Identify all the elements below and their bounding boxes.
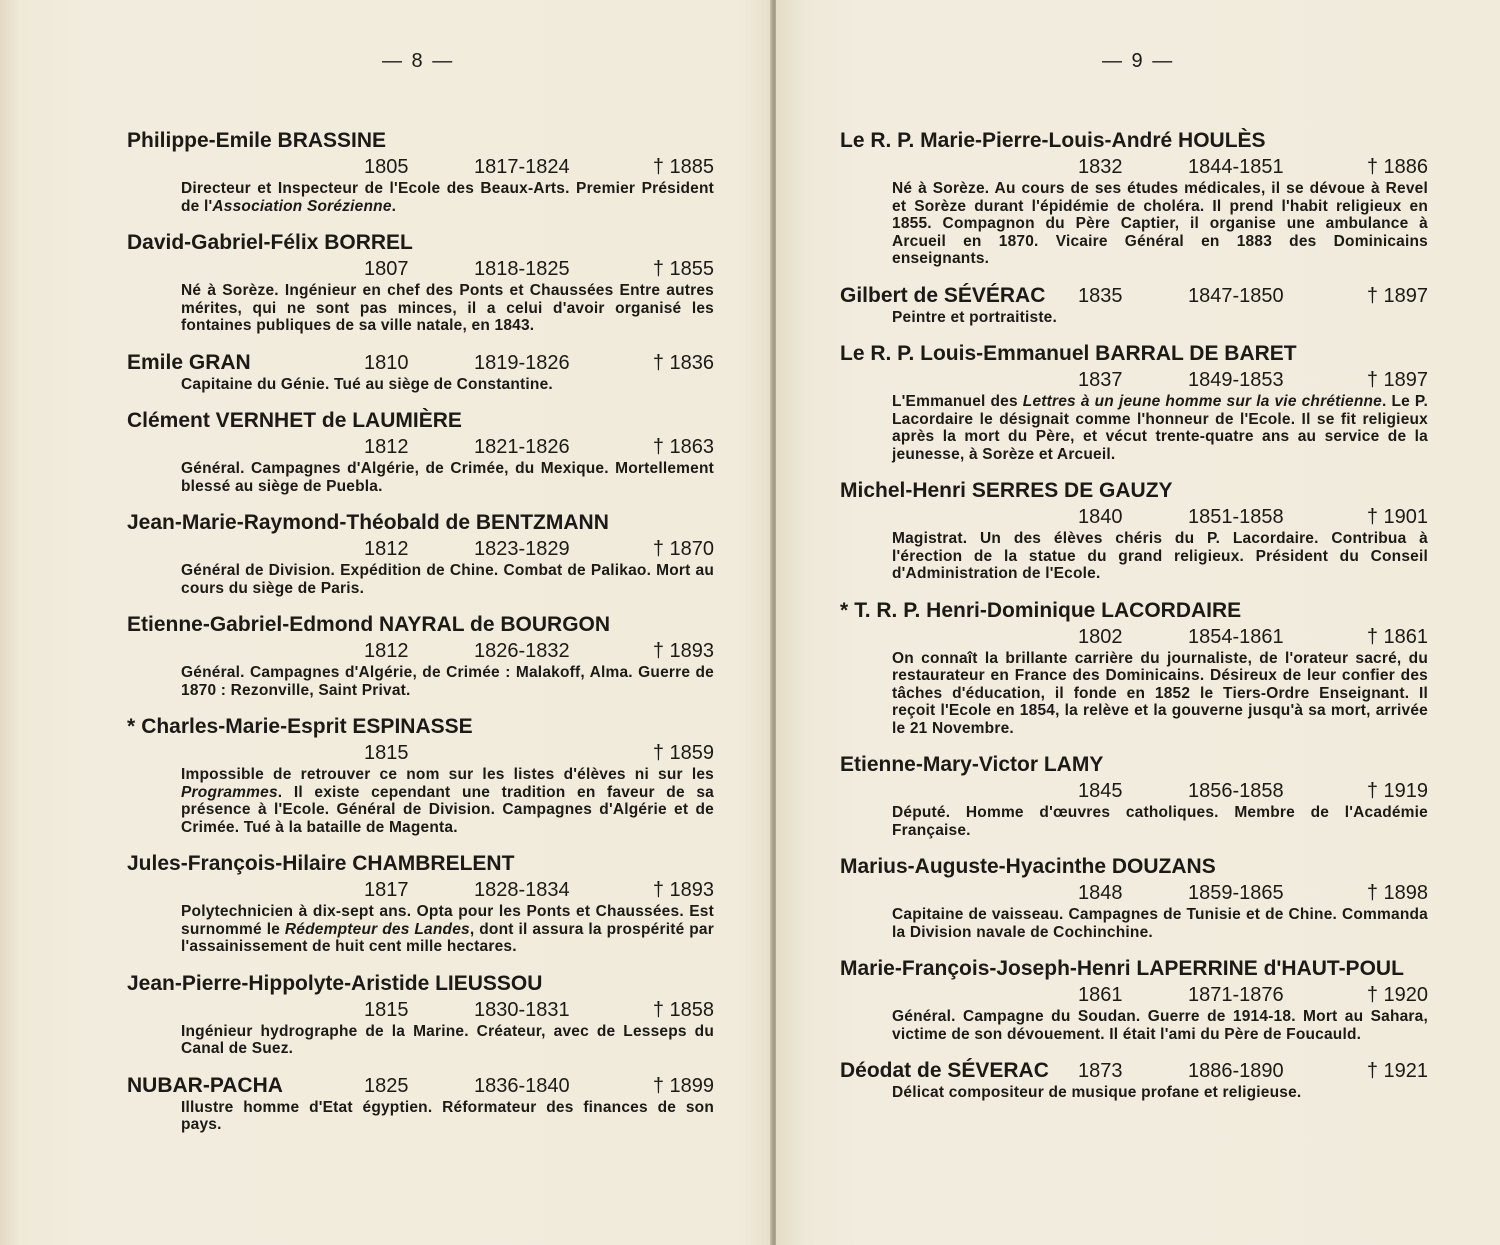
birth-year: 1812 (364, 640, 409, 662)
entry-dates (364, 1073, 714, 1099)
entry-description (892, 1084, 1428, 1102)
death-year: † 1893 (652, 640, 714, 662)
description-text: Polytechnicien à dix-sept ans. Opta pour les Ponts et Chaussées. Est surnommé le (181, 903, 714, 938)
death-year: † 1920 (1366, 984, 1428, 1006)
description-text: Magistrat. Un des élèves chéris du P. Lacordaire. Contribua à l'érection de la statue du grand religieux. Président du Conseil d'Administration de l'Ecole. (892, 530, 1428, 582)
death-year: † 1836 (652, 351, 714, 374)
description-text: Né à Sorèze. Au cours de ses études médicales, il se dévoue à Revel et Sorèze durant l'épidémie de choléra. Il prend l'habit religieux en 1855. Compagnon du Père Captier, il organise une ambulance à Arcueil en 1870. Vicaire Général en 1883 des Dominicains enseignants. (892, 180, 1428, 267)
entry-dates (1078, 283, 1428, 309)
asterisk-marker: * (840, 598, 849, 622)
person-name: T. R. P. Henri-Dominique LACORDAIRE (854, 598, 1242, 622)
birth-year: 1873 (1078, 1060, 1123, 1082)
school-years: 1847-1850 (1188, 284, 1284, 307)
entry-dates (840, 982, 1428, 1008)
description-text: Né à Sorèze. Ingénieur en chef des Ponts et Chaussées Entre autres mérites, qui ne sont pas minces, il a celui d'avoir organisé les fontaines publiques de sa ville natale, en 1843. (181, 282, 714, 334)
biography-entry (840, 598, 1428, 738)
description-text: Ingénieur hydrographe de la Marine. Créateur, avec de Lesseps du Canal de Suez. (181, 1022, 714, 1057)
death-year: † 1870 (652, 538, 714, 560)
death-year: † 1921 (1366, 1060, 1428, 1082)
person-name: David-Gabriel-Félix BORREL (127, 231, 413, 254)
school-years: 1823-1829 (474, 538, 570, 560)
description-text: Capitaine du Génie. Tué au siège de Constantine. (181, 375, 553, 393)
death-year: † 1899 (652, 1074, 714, 1097)
entry-description (181, 903, 714, 956)
person-name: Gilbert de SÉVÉRAC (840, 283, 1046, 307)
entry-header (840, 598, 1428, 624)
death-year: † 1919 (1366, 780, 1428, 802)
school-years: 1821-1826 (474, 436, 570, 458)
entry-dates (127, 434, 714, 460)
person-name: Emile GRAN (127, 350, 251, 374)
description-text: Général. Campagne du Soudan. Guerre de 1914-18. Mort au Sahara, victime de son dévouement. Il était l'ami du Père de Foucauld. (892, 1008, 1428, 1043)
asterisk-marker: * (127, 715, 136, 738)
entry-header (127, 350, 714, 376)
person-name: Marie-François-Joseph-Henri LAPERRINE d'HAUT-POUL (840, 957, 1404, 980)
description-text: . Il existe cependant une tradition en faveur de sa présence à l'Ecole. Général de Division. Campagnes d'Algérie et de Crimée. Tué à la bataille de Magenta. (181, 783, 714, 836)
page-number: — 8 — (382, 50, 455, 72)
biography-entry (127, 971, 714, 1058)
description-text: Délicat compositeur de musique profane et religieuse. (892, 1084, 1302, 1101)
entry-dates (840, 367, 1428, 393)
entry-header (840, 854, 1428, 880)
death-year: † 1898 (1366, 882, 1428, 904)
italic-title: Lettres à un jeune homme sur la vie chrétienne (1022, 393, 1382, 410)
entry-list (840, 128, 1428, 1117)
birth-year: 1861 (1078, 984, 1123, 1006)
entry-description (892, 804, 1428, 839)
biography-entry (840, 283, 1428, 327)
right-page (776, 0, 1500, 1245)
school-years: 1836-1840 (474, 1074, 570, 1097)
entry-header (840, 956, 1428, 982)
entry-description (892, 530, 1428, 583)
birth-year: 1835 (1078, 284, 1123, 307)
italic-title: Rédempteur des Landes (284, 920, 470, 938)
school-years: 1818-1825 (474, 258, 570, 280)
death-year: † 1886 (1366, 156, 1428, 178)
entry-header (840, 1058, 1428, 1084)
birth-year: 1802 (1078, 625, 1123, 648)
person-name: Jules-François-Hilaire CHAMBRELENT (127, 852, 515, 875)
description-text: Député. Homme d'œuvres catholiques. Membre de l'Académie Française. (892, 804, 1428, 839)
biography-entry (840, 752, 1428, 839)
school-years: 1817-1824 (474, 156, 570, 178)
death-year: † 1897 (1366, 369, 1428, 391)
entry-description (181, 664, 714, 699)
description-text: Peintre et portraitiste. (892, 308, 1058, 326)
birth-year: 1812 (364, 436, 409, 458)
person-name: Jean-Pierre-Hippolyte-Aristide LIEUSSOU (127, 971, 543, 995)
biography-entry (127, 1073, 714, 1134)
description-text: Impossible de retrouver ce nom sur les listes d'élèves ni sur les (181, 766, 714, 783)
description-text: Général. Campagnes d'Algérie, de Crimée : Malakoff, Alma. Guerre de 1870 : Rezonville, Saint Privat. (181, 664, 714, 699)
entry-description (181, 766, 714, 836)
entry-description (181, 562, 714, 597)
person-name: Jean-Marie-Raymond-Théobald de BENTZMANN (127, 511, 609, 534)
italic-title: Association Sorézienne (212, 197, 392, 215)
entry-description (892, 309, 1428, 327)
school-years: 1828-1834 (474, 879, 570, 901)
page-number: — 9 — (1102, 50, 1175, 72)
biography-entry (127, 230, 714, 335)
biography-entry (840, 341, 1428, 463)
biography-entry (840, 956, 1428, 1043)
description-text: Général. Campagnes d'Algérie, de Crimée, du Mexique. Mortellement blessé au siège de Puebla. (181, 460, 714, 495)
birth-year: 1840 (1078, 506, 1123, 528)
birth-year: 1845 (1078, 780, 1123, 802)
death-year: † 1855 (652, 258, 714, 280)
school-years (474, 740, 624, 766)
description-text: Général de Division. Expédition de Chine. Combat de Palikao. Mort au cours du siège de Paris. (181, 562, 714, 597)
biography-entry (127, 510, 714, 597)
person-name: Clément VERNHET de LAUMIÈRE (127, 409, 462, 432)
school-years: 1886-1890 (1188, 1060, 1284, 1082)
person-name: Michel-Henri SERRES DE GAUZY (840, 479, 1173, 502)
entry-list (127, 128, 714, 1149)
entry-description (181, 180, 714, 215)
biography-entry (840, 128, 1428, 268)
birth-year: 1848 (1078, 882, 1123, 904)
entry-description (892, 906, 1428, 941)
school-years: 1859-1865 (1188, 882, 1284, 904)
description-text: Capitaine de vaisseau. Campagnes de Tunisie et de Chine. Commanda la Division navale de Cochinchine. (892, 906, 1428, 941)
biography-entry (127, 350, 714, 394)
entry-dates (127, 740, 714, 766)
entry-dates (364, 350, 714, 376)
biography-entry (127, 714, 714, 836)
entry-dates (127, 256, 714, 282)
entry-description (892, 1008, 1428, 1043)
entry-description (181, 1023, 714, 1058)
entry-header (127, 971, 714, 997)
school-years: 1830-1831 (474, 998, 570, 1021)
biography-entry (840, 854, 1428, 941)
entry-description (892, 650, 1428, 738)
death-year: † 1863 (652, 436, 714, 458)
death-year: † 1859 (652, 742, 714, 764)
entry-dates (840, 624, 1428, 650)
entry-dates (840, 504, 1428, 530)
description-text: L'Emmanuel des (892, 393, 1023, 410)
death-year: † 1861 (1366, 625, 1428, 648)
birth-year: 1815 (364, 742, 409, 764)
entry-dates (127, 638, 714, 664)
entry-header (127, 1073, 714, 1099)
birth-year: 1815 (364, 998, 409, 1021)
entry-header (840, 283, 1428, 309)
person-name: Déodat de SÉVERAC (840, 1059, 1049, 1082)
person-name: Etienne-Gabriel-Edmond NAYRAL de BOURGON (127, 613, 611, 636)
entry-dates (840, 154, 1428, 180)
entry-description (181, 1099, 714, 1134)
entry-header (840, 478, 1428, 504)
description-text: , dont il assura la prospérité par l'assainissement de huit cent mille hectares. (181, 920, 714, 955)
description-text: On connaît la brillante carrière du journaliste, de l'orateur sacré, du restaurateur en France des Dominicains. Désireux de leur confier des tâches d'éducation, il fonde en 1852 le Tiers-Ordre Enseignant. Il reçoit l'Ecole en 1854, la relève et la gouverne jusqu'à sa mort, arrivée le 21 Novembre. (892, 649, 1428, 737)
person-name: Philippe-Emile BRASSINE (127, 129, 387, 152)
birth-year: 1832 (1078, 156, 1123, 178)
entry-header (127, 230, 714, 256)
entry-header (127, 510, 714, 536)
person-name: Charles-Marie-Esprit ESPINASSE (141, 715, 473, 738)
entry-header (840, 128, 1428, 154)
entry-description (181, 460, 714, 495)
school-years: 1844-1851 (1188, 156, 1284, 178)
entry-description (892, 180, 1428, 268)
entry-header (840, 752, 1428, 778)
school-years: 1849-1853 (1188, 369, 1284, 391)
biography-entry (127, 408, 714, 495)
school-years: 1854-1861 (1188, 625, 1284, 648)
entry-header (127, 408, 714, 434)
biography-entry (127, 128, 714, 215)
birth-year: 1805 (364, 156, 409, 178)
school-years: 1851-1858 (1188, 506, 1284, 528)
birth-year: 1810 (364, 351, 409, 374)
birth-year: 1825 (364, 1074, 409, 1097)
birth-year: 1837 (1078, 369, 1123, 391)
school-years: 1819-1826 (474, 351, 570, 374)
biography-entry (127, 851, 714, 956)
death-year: † 1885 (652, 156, 714, 178)
school-years: 1856-1858 (1188, 780, 1284, 802)
entry-dates (840, 778, 1428, 804)
description-text: . (391, 197, 397, 215)
biography-entry (840, 478, 1428, 583)
death-year: † 1897 (1366, 284, 1428, 307)
italic-title: Programmes (181, 783, 278, 801)
biography-entry (127, 612, 714, 699)
person-name: Le R. P. Louis-Emmanuel BARRAL DE BARET (840, 342, 1297, 365)
entry-description (892, 393, 1428, 463)
entry-dates (127, 997, 714, 1023)
entry-dates (1078, 1058, 1428, 1084)
death-year: † 1858 (652, 998, 714, 1021)
school-years: 1826-1832 (474, 640, 570, 662)
entry-header (840, 341, 1428, 367)
entry-dates (127, 154, 714, 180)
description-text: Illustre homme d'Etat égyptien. Réformateur des finances de son pays. (181, 1098, 714, 1133)
entry-dates (127, 536, 714, 562)
biography-entry (840, 1058, 1428, 1102)
death-year: † 1901 (1366, 506, 1428, 528)
person-name: NUBAR-PACHA (127, 1073, 283, 1097)
birth-year: 1817 (364, 879, 409, 901)
entry-dates (127, 877, 714, 903)
school-years: 1871-1876 (1188, 984, 1284, 1006)
entry-description (181, 282, 714, 335)
person-name: Le R. P. Marie-Pierre-Louis-André HOULÈS (840, 129, 1266, 152)
person-name: Etienne-Mary-Victor LAMY (840, 753, 1104, 776)
entry-header (127, 612, 714, 638)
death-year: † 1893 (652, 879, 714, 901)
entry-description (181, 376, 714, 394)
person-name: Marius-Auguste-Hyacinthe DOUZANS (840, 855, 1216, 878)
entry-header (127, 128, 714, 154)
birth-year: 1812 (364, 538, 409, 560)
description-text: Directeur et Inspecteur de l'Ecole des Beaux-Arts. Premier Président de l' (181, 180, 714, 215)
birth-year: 1807 (364, 258, 409, 280)
entry-dates (840, 880, 1428, 906)
entry-header (127, 851, 714, 877)
description-text: . Le P. Lacordaire le désignait comme l'honneur de l'Ecole. Il se fit religieux après la mort du Père, et vécut trente-quatre ans au service de la jeunesse, à Sorèze et Arcueil. (892, 393, 1428, 463)
entry-header (127, 714, 714, 740)
